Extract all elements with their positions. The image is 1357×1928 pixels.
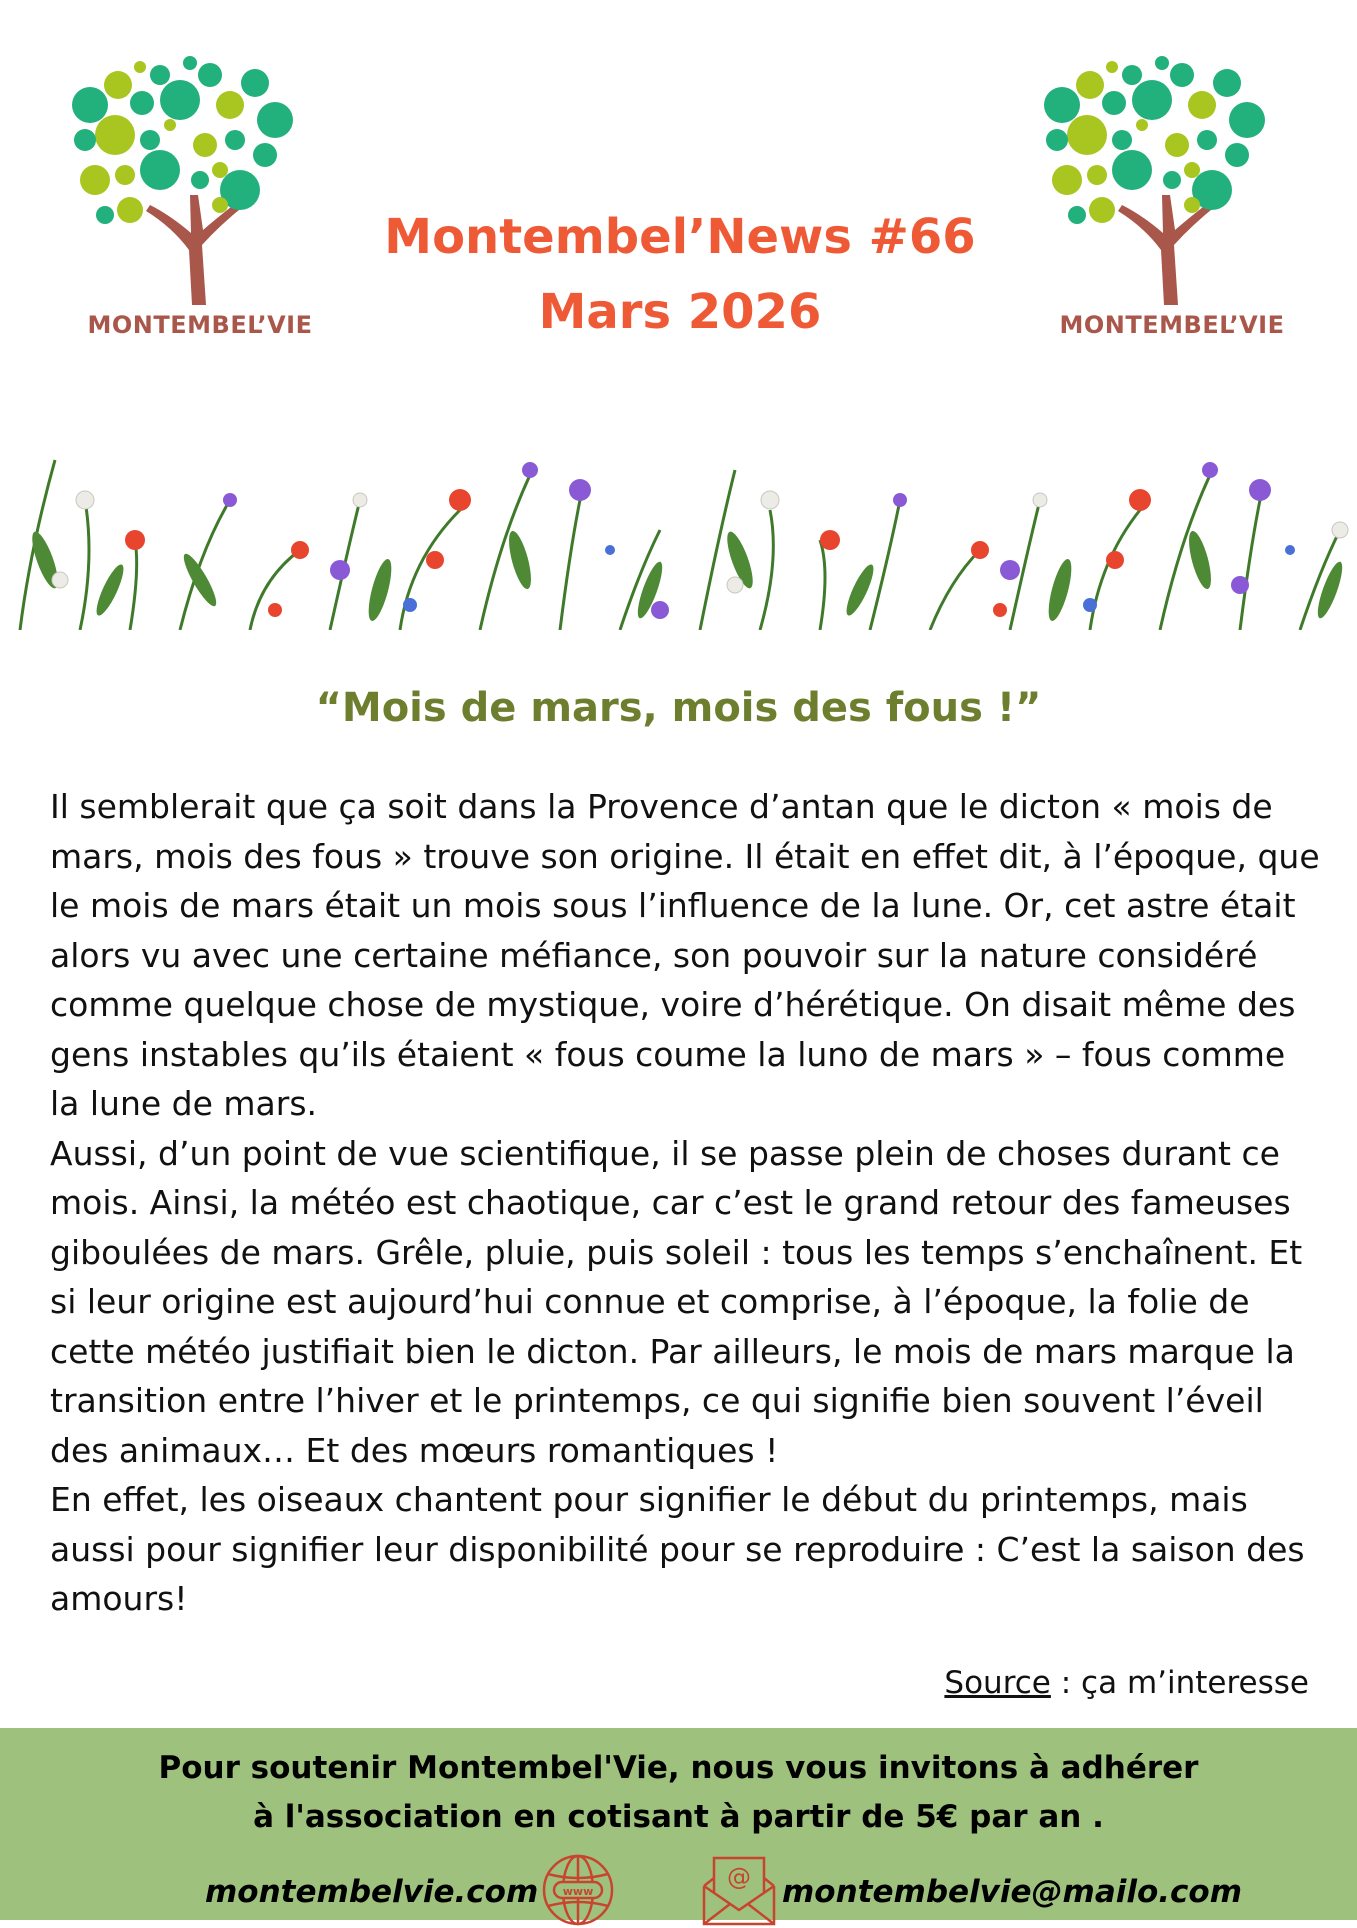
tree-logo-icon [1042, 55, 1302, 305]
svg-text:www: www [562, 1885, 594, 1898]
source-label: Source [944, 1665, 1051, 1701]
logo-text: MONTEMBEL’VIE [1059, 311, 1285, 339]
issue-title: Montembel’News #66 [384, 209, 976, 265]
tree-logo-icon [70, 55, 330, 305]
website-link[interactable]: montembelvie.com [205, 1874, 539, 1910]
article-headline: “Mois de mars, mois des fous !” [315, 685, 1042, 731]
article-source [944, 1665, 1309, 1701]
newsletter-title [360, 200, 1000, 350]
globe-www-icon [540, 1852, 616, 1928]
article-paragraph-2: Aussi, d’un point de vue scientifique, il se passe plein de choses durant ce mois. Ainsi, la météo est chaotique, car c’est le grand retour des fameuses giboulées de mars. Grêle, pluie, puis soleil : tous les temps s’enchaînent. Et si leur origine est aujourd’hui connue et comprise, à l’époque, la folie de cette météo justifiait bien le dicton. Par ailleurs, le mois de mars marque la transition entre l’hiver et le printemps, ce qui signifie bien souvent l’éveil des animaux… Et des mœurs romantiques ! [50, 1133, 1303, 1470]
membership-pitch-line-2: à l'association en cotisant à partir de 5€ par an . [253, 1799, 1104, 1835]
membership-pitch [0, 1744, 1357, 1842]
source-value: : ça m’interesse [1050, 1665, 1309, 1701]
footer-banner [0, 1728, 1357, 1920]
email-link[interactable]: montembelvie@mailo.com [782, 1874, 1243, 1910]
logo-left [70, 55, 330, 345]
article-paragraph-3: En effet, les oiseaux chantent pour signifier le début du printemps, mais aussi pour signifier leur disponibilité pour se reproduire : C’est la saison des amours! [50, 1480, 1305, 1618]
issue-date: Mars 2026 [538, 284, 822, 340]
envelope-at-icon [700, 1852, 778, 1928]
article-body [50, 782, 1320, 1624]
wildflower-border-image [0, 440, 1357, 630]
svg-text:@: @ [727, 1863, 751, 1891]
membership-pitch-line-1: Pour soutenir Montembel'Vie, nous vous invitons à adhérer [158, 1750, 1199, 1786]
logo-text: MONTEMBEL’VIE [87, 311, 313, 339]
logo-right [1042, 55, 1302, 345]
article-paragraph-1: Il semblerait que ça soit dans la Provence d’antan que le dicton « mois de mars, mois des fous » trouve son origine. Il était en effet dit, à l’époque, que le mois de mars était un mois sous l’influence de la lune. Or, cet astre était alors vu avec une certaine méfiance, son pouvoir sur la nature considéré comme quelque chose de mystique, voire d’hérétique. On disait même des gens instables qu’ils étaient « fous coume la luno de mars » – fous comme la lune de mars. [50, 787, 1320, 1123]
contact-row [0, 1852, 1357, 1922]
